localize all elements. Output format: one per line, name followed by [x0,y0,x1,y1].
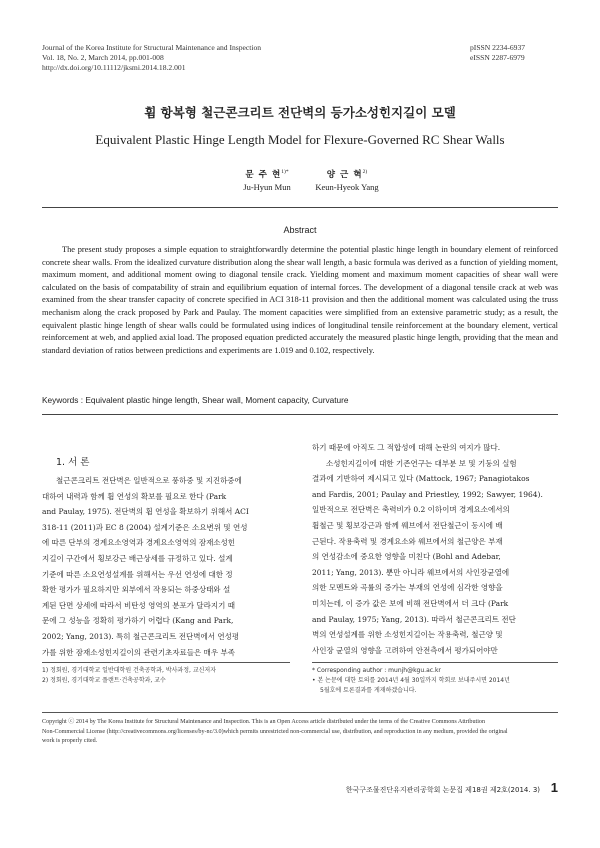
left-line: 기준에 따른 소요연성설계를 위해서는 우선 연성에 대한 정 [42,569,233,579]
discussion-note: • 본 논문에 대한 토의를 2014년 4월 30일까지 학회로 보내주시면 2014년 [312,677,510,684]
right-line: 일반적으로 전단벽은 축력비가 0.2 이하이며 경계요소에서의 [312,505,510,515]
pissn: pISSN 2234-6937 [470,43,526,52]
right-line: 결과에 기반하여 제시되고 있다 (Mattock, 1967; Panagiotakos [312,474,530,484]
right-line: 의 연성감소에 중요한 영향을 미친다 (Bohl and Adebar, [312,552,501,562]
right-line: 휨철근 및 횡보강근과 함께 웨브에서 전단철근이 동시에 배 [312,520,503,530]
right-line: and Fardis, 2001; Paulay and Priestley, 1992; Sawyer, 1964). [312,489,543,499]
abstract-body: The present study proposes a simple equation to straightforwardly determine the potential plastic hinge length in boundary element of reinforced concrete shear walls. From the idealized curvature distribution along the shear wall length, a basic formula was derived as a function of yielding moment, maximum moment, and additional moment owing to diagonal tensile crack. Yielding moment and maximum moment capacities of shear wall were calculated on the basis of compatability of strain and equilibrium equation of internal forces. The development of a diagonal tensile crack at web was examined from the shear transfer capacity of concrete specified in ACI 318-11 provision and then the additional moment was calculated using the truss mechanism along the crack proposed by Park and Paulay. The moment capacities were simplified from an extensive parametric study; as a result, the equivalent plastic hinge length of shear walls could be formulated using indices of longitudinal tensile reinforcement at the boundary element, vertical reinforcement at web, and applied axial load. The proposed equation predicted accurately the measured plastic hinge length, providing that the mean and standard deviation of ratios between predictions and experiments are 1.019 and 0.102, respectively. [42,245,558,355]
author-1-korean: 문 주 현 [245,170,282,180]
left-line: and Paulay, 1975). 전단벽의 휨 연성을 확보하기 위해서 ACI [42,507,249,517]
footnotes-right [312,666,558,696]
page-number: 1 [550,780,558,795]
left-line: 문에 그 성능을 정확히 평가하기 어렵다 (Kang and Park, [42,616,234,626]
copyright-line: Copyright ⓒ 2014 by The Korea Institute for Structural Maintenance and Inspection. This is an Open Access article distributed under the terms of the Creative Commons Attribution [42,719,485,725]
abstract-top-rule [42,207,558,208]
footnote-item: 2) 정회원, 경기대학교 플랜트·건축공학과, 교수 [42,677,166,684]
author-2 [302,168,392,192]
right-line: 벽의 연성설계를 위한 소성힌지길이는 작용축력, 철근양 및 [312,630,503,640]
author-1-english: Ju-Hyun Mun [243,182,291,192]
author-2-korean: 양 근 혁 [326,170,363,180]
left-line: 에 따른 단부의 경계요소영역과 경계요소영역의 잠재소성힌 [42,538,236,548]
right-line: 소성힌지길이에 대한 기존연구는 대부분 보 및 기둥의 실험 [326,458,517,468]
left-line: 2002; Yang, 2013). 특히 철근콘크리트 전단벽에서 연성평 [42,631,240,641]
copyright-line: Non-Commercial License (http://creativecommons.org/licenses/by-nc/3.0)which permits unrestricted non-commercial use, distribution, and reproduction in any medium, provided the original [42,728,508,735]
corresponding-author: * Corresponding author : munjh@kgu.ac.kr [312,667,441,674]
title-english: Equivalent Plastic Hinge Length Model for Flexure-Governed RC Shear Walls [95,132,505,147]
left-column [42,473,290,660]
right-line: and Paulay, 1975; Yang, 2013). 따라서 철근콘크리트 전단 [312,614,516,624]
left-line: 대하여 내력과 함께 휨 연성의 확보를 필요로 한다 (Park [42,491,227,501]
right-line: 2011; Yang, 2013). 뿐만 아니라 웨브에서의 사인장균열에 [312,567,510,577]
left-line: 계된 단면 상세에 따라서 비탄성 영역의 분포가 달라지기 때 [42,600,235,610]
eissn: eISSN 2287-6979 [470,53,525,62]
right-line: 하기 때문에 아직도 그 적합성에 대해 논란의 여지가 많다. [312,443,501,452]
footnote-rule-left [42,662,290,663]
copyright-line: work is properly cited. [42,738,98,745]
footnote-rule-right [312,662,558,663]
right-line: 사인장 균열의 영향을 고려하여 안전측에서 평가되어야만 [312,645,498,655]
left-line: 318-11 (2011)과 EC 8 (2004) 설계기준은 소요변위 및 연성 [42,522,248,532]
footnotes-left [42,666,290,686]
issn-info [470,43,558,63]
journal-footer: 한국구조물진단유지관리공학회 논문집 제18권 제2호(2014. 3) [345,786,540,794]
journal-info [42,43,261,73]
left-line: 철근콘크리트 전단벽은 일반적으로 풍하중 및 지진하중에 [56,476,242,485]
copyright-notice [42,718,558,747]
author-2-mark: 2) [362,169,368,176]
author-1-mark: 1)* [281,169,289,176]
journal-volume: Vol. 18, No. 2, March 2014, pp.001-008 [42,53,164,62]
keywords: Keywords : Equivalent plastic hinge length, Shear wall, Moment capacity, Curvature [42,395,349,405]
journal-name: Journal of the Korea Institute for Structural Maintenance and Inspection [42,43,262,52]
right-line: 미치는데, 이 증가 값은 보에 비해 전단벽에서 더 크다 (Park [312,598,509,608]
author-1 [232,168,302,192]
abstract-bottom-rule [42,414,558,415]
left-line: 가를 위한 잠재소성힌지길이의 관련기초자료들은 매우 부족 [42,647,236,657]
left-line: 지길이 구간에서 횡보강근 배근상세를 규정하고 있다. 설계 [42,553,233,563]
copyright-rule [42,712,558,713]
right-line: 의한 모멘트와 곡률의 증가는 부재의 연성에 심각한 영향을 [312,583,503,593]
title-korean: 휨 항복형 철근콘크리트 전단벽의 등가소성힌지길이 모델 [144,105,456,120]
discussion-note: 5월호에 토론결과를 게재하겠습니다. [320,687,417,694]
footnote-item: 1) 정회원, 경기대학교 일반대학원 건축공학과, 박사과정, 교신저자 [42,667,217,674]
abstract-heading: Abstract [283,225,317,235]
right-column [312,440,558,658]
journal-doi[interactable]: http://dx.doi.org/10.11112/jksmi.2014.18.2.001 [42,63,186,72]
left-line: 확한 평가가 필요하지만 외부에서 작용되는 하중상태와 설 [42,585,231,595]
section-heading: 1. 서 론 [56,457,90,468]
author-2-english: Keun-Hyeok Yang [315,182,379,192]
right-line: 근된다. 작용축력 및 경계요소와 웨브에서의 철근양은 부재 [312,536,503,546]
